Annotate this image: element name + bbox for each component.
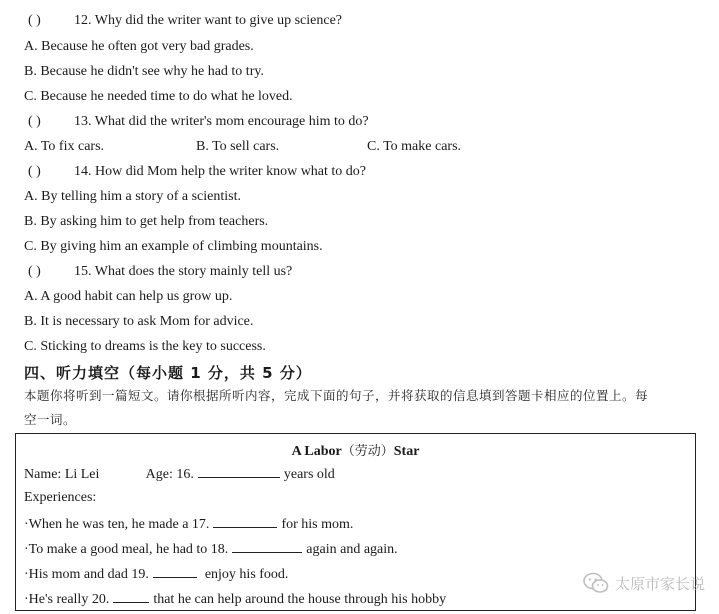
option-a: A. By telling him a story of a scientist. — [24, 189, 241, 204]
option-b: B. By asking him to get help from teachers. — [24, 214, 269, 229]
item-prefix: ·His mom and dad 19. — [24, 567, 149, 582]
question-text: 15. What does the story mainly tell us? — [74, 264, 293, 279]
box-title-cn: （劳动） — [341, 444, 394, 459]
question-text: 13. What did the writer's mom encourage him to do? — [74, 114, 369, 129]
item-prefix: ·He's really 20. — [24, 592, 110, 607]
item-suffix: for his mom. — [281, 517, 354, 532]
option-a: A. A good habit can help us grow up. — [24, 289, 233, 304]
experience-item-17 — [24, 513, 353, 535]
question-15 — [28, 262, 292, 282]
section-title: 四、听力填空（每小题 1 分，共 5 分） — [24, 364, 312, 382]
box-title — [16, 440, 695, 460]
question-text: 12. Why did the writer want to give up science? — [74, 13, 342, 28]
answer-paren: ( ) — [28, 264, 41, 279]
option-b: B. It is necessary to ask Mom for advice. — [24, 314, 254, 329]
answer-blank-20[interactable] — [113, 588, 149, 603]
option-c: C. By giving him an example of climbing mountains. — [24, 239, 323, 254]
item-suffix: that he can help around the house through his hobby — [153, 592, 447, 607]
item-suffix: again and again. — [306, 542, 398, 557]
age-suffix: years old — [283, 467, 335, 482]
name-text: Name: Li Lei — [24, 467, 100, 482]
watermark — [583, 572, 705, 594]
option-c: C. Because he needed time to do what he loved. — [24, 89, 293, 104]
option-b: B. Because he didn't see why he had to try. — [24, 64, 264, 79]
section-instruction-cont: 空一词。 — [24, 412, 77, 427]
option-c: C. Sticking to dreams is the key to success. — [24, 339, 266, 354]
item-prefix: ·When he was ten, he made a 17. — [24, 517, 210, 532]
answer-paren: ( ) — [28, 164, 41, 179]
option-c: C. To make cars. — [367, 139, 462, 154]
experience-item-19 — [24, 563, 288, 585]
option-a: A. To fix cars. — [24, 139, 105, 154]
question-12 — [28, 11, 342, 31]
experiences-label: Experiences: — [24, 490, 97, 505]
box-title-en: A Labor — [291, 444, 342, 459]
option-b: B. To sell cars. — [196, 139, 280, 154]
option-a: A. Because he often got very bad grades. — [24, 39, 254, 54]
answer-blank-16[interactable] — [198, 463, 280, 478]
name-line — [24, 463, 335, 485]
section-instruction: 本题你将听到一篇短文。请你根据所听内容，完成下面的句子，并将获取的信息填到答题卡相应的位置上。每 — [24, 388, 649, 403]
box-title-en2: Star — [393, 444, 420, 459]
answer-blank-17[interactable] — [213, 513, 277, 528]
watermark-text: 太原市家长说 — [614, 574, 705, 593]
answer-paren: ( ) — [28, 13, 41, 28]
question-14 — [28, 162, 366, 182]
item-suffix: enjoy his food. — [204, 567, 289, 582]
question-text: 14. How did Mom help the writer know what to do? — [74, 164, 367, 179]
answer-paren: ( ) — [28, 114, 41, 129]
answer-blank-18[interactable] — [232, 538, 302, 553]
age-prefix: Age: 16. — [145, 467, 194, 482]
question-13 — [28, 112, 369, 132]
answer-blank-19[interactable] — [153, 563, 197, 578]
experience-item-20 — [24, 588, 446, 610]
experience-item-18 — [24, 538, 398, 560]
item-prefix: ·To make a good meal, he had to 18. — [24, 542, 229, 557]
wechat-icon — [583, 572, 609, 594]
